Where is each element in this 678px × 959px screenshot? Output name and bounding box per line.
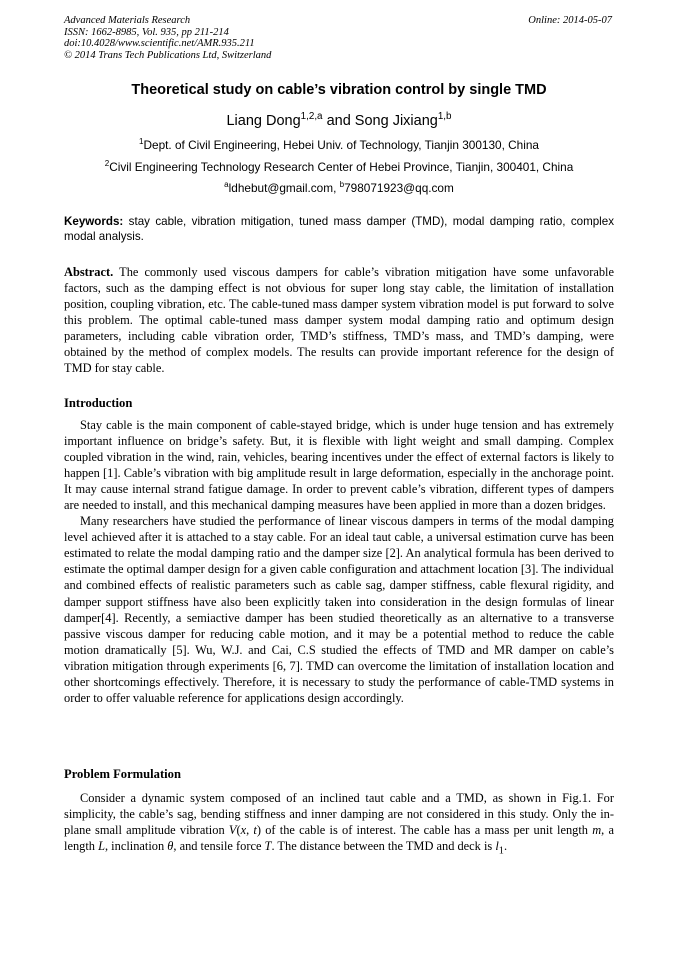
issn: ISSN: 1662-8985, Vol. 935, pp 211-214: [64, 26, 229, 38]
section-heading-introduction: Introduction: [64, 396, 133, 410]
keywords: [64, 214, 614, 244]
author-1-affiliation-mark: 1,2,a: [300, 111, 323, 123]
abstract-text: The commonly used viscous dampers for cable’s vibration mitigation have some unfavorable factors, such as the damping effect is not obvious for super long stay cable, the limitation of installation position, coupling vibration, etc. The cable-tuned mass damper system vibration model is put forward to solve this problem. The optimal cable-tuned mass damper system modal damping ratio and optimum design parameters, including cable vibration order, TMD’s stiffness, TMD’s mass, and TMD’s damping, were obtained by the method of complex models. The results can provide important reference for the design of TMD for stay cable.: [64, 265, 614, 376]
var-m: m: [592, 823, 602, 838]
affiliation-1: [30, 138, 648, 152]
email-b[interactable]: 798071923@qq.com: [344, 181, 454, 195]
online-date: Online: 2014-05-07: [528, 15, 612, 26]
introduction-body: [64, 417, 614, 706]
email-b-mark: b: [339, 180, 345, 190]
var-t-tension: T: [264, 839, 272, 854]
var-l1: l: [495, 839, 499, 854]
introduction-paragraph-1: Stay cable is the main component of cable-stayed bridge, which is under huge tension and has extremely important influence on bridge’s safety. But, it is flexible with light weight and small damping. Complex coupled vibration in the wind, rain, vehicles, bearing incentives under the effect of external factors is likely to happen [1]. Cable’s vibration with big amplitude result in large deformation, especially in the anchorage point. It may cause internal strand fatigue damage. In order to prevent cable’s vibration, different types of dampers are needed to install, and this mechanical damping measures have been applied in more than a dozen bridges.: [64, 418, 614, 513]
author-2: Song Jixiang: [354, 113, 438, 129]
var-l1-subscript: 1: [498, 845, 504, 857]
paper-title: Theoretical study on cable’s vibration control by single TMD: [131, 82, 547, 98]
author-emails: [30, 181, 648, 195]
problem-paragraph-1: [64, 790, 614, 860]
var-v: V: [228, 823, 237, 838]
problem-text: ,: [246, 823, 254, 838]
doi: doi:10.4028/www.scientific.net/AMR.935.211: [64, 38, 255, 50]
journal-info: [64, 15, 271, 61]
email-a[interactable]: ldhebut@gmail.com,: [228, 181, 340, 195]
problem-text: Consider a dynamic system composed of an inclined taut cable and a TMD, as shown in Fig.1. For simplicity, the cable’s sag, bending stiffness and inner damping are not considered in this study. Only the in-plane small amplitude vibration: [64, 791, 614, 838]
problem-text: , and tensile force: [173, 839, 265, 854]
authors: [40, 113, 638, 129]
problem-text: .: [503, 839, 508, 854]
affiliation-2-text: Civil Engineering Technology Research Center of Hebei Province, Tianjin, 300401, China: [109, 160, 574, 174]
problem-text: , inclination: [104, 839, 168, 854]
keywords-label: Keywords:: [64, 215, 124, 228]
author-1: Liang Dong: [226, 113, 301, 129]
affiliation-2: [30, 160, 648, 174]
var-t: t: [253, 823, 257, 838]
email-a-mark: a: [224, 180, 229, 190]
affiliation-2-mark: 2: [104, 159, 110, 169]
author-2-affiliation-mark: 1,b: [437, 111, 452, 123]
introduction-paragraph-2: Many researchers have studied the performance of linear viscous dampers in terms of the modal damping level achieved after it is attached to a stay cable. For an ideal taut cable, a universal estimation curve has been estimated to relate the modal damping ratio and the damper size [2]. An analytical formula has been derived to estimate the optimal damper design for a given cable configuration and attachment location [3]. The individual and combined effects of realistic parameters such as cable sag, damper stiffness, cable flexural rigidity, and damper support stiffness have also been explicitly taken into consideration in the design formulas of linear damper[4]. Recently, a semiactive damper has been studied theoretically as an alternative to a transverse passive viscous damper for reducing cable motion, and it may be a potential method to reduce the cable motion dramatically [5]. Wu, W.J. and Cai, C.S studied the effects of TMD and MR damper on cable’s vibration mitigation through experiments [6, 7]. TMD can overcome the limitation of installation location and other shortcomings effectively. Therefore, it is necessary to study the performance of cable-TMD systems in order to offer valuable reference for applications design accordingly.: [64, 514, 614, 705]
problem-text: (: [236, 823, 241, 838]
var-l-length: L: [98, 839, 105, 854]
problem-text: , a length: [64, 823, 614, 854]
problem-formulation-body: [64, 790, 614, 860]
abstract: [64, 264, 614, 376]
problem-text: . The distance between the TMD and deck is: [271, 839, 496, 854]
affiliation-1-text: Dept. of Civil Engineering, Hebei Univ. of Technology, Tianjin 300130, China: [143, 138, 539, 152]
var-theta: θ: [167, 839, 174, 854]
author-conjunction: and: [322, 113, 355, 129]
affiliation-1-mark: 1: [139, 137, 144, 147]
var-x: x: [240, 823, 247, 838]
section-heading-problem-formulation: Problem Formulation: [64, 767, 181, 781]
copyright: © 2014 Trans Tech Publications Ltd, Switzerland: [64, 49, 272, 61]
keywords-text: stay cable, vibration mitigation, tuned mass damper (TMD), modal damping ratio, complex modal analysis.: [64, 215, 614, 243]
journal-name: Advanced Materials Research: [64, 15, 191, 26]
problem-text: ) of the cable is of interest. The cable has a mass per unit length: [256, 823, 593, 838]
abstract-label: Abstract.: [64, 265, 114, 279]
